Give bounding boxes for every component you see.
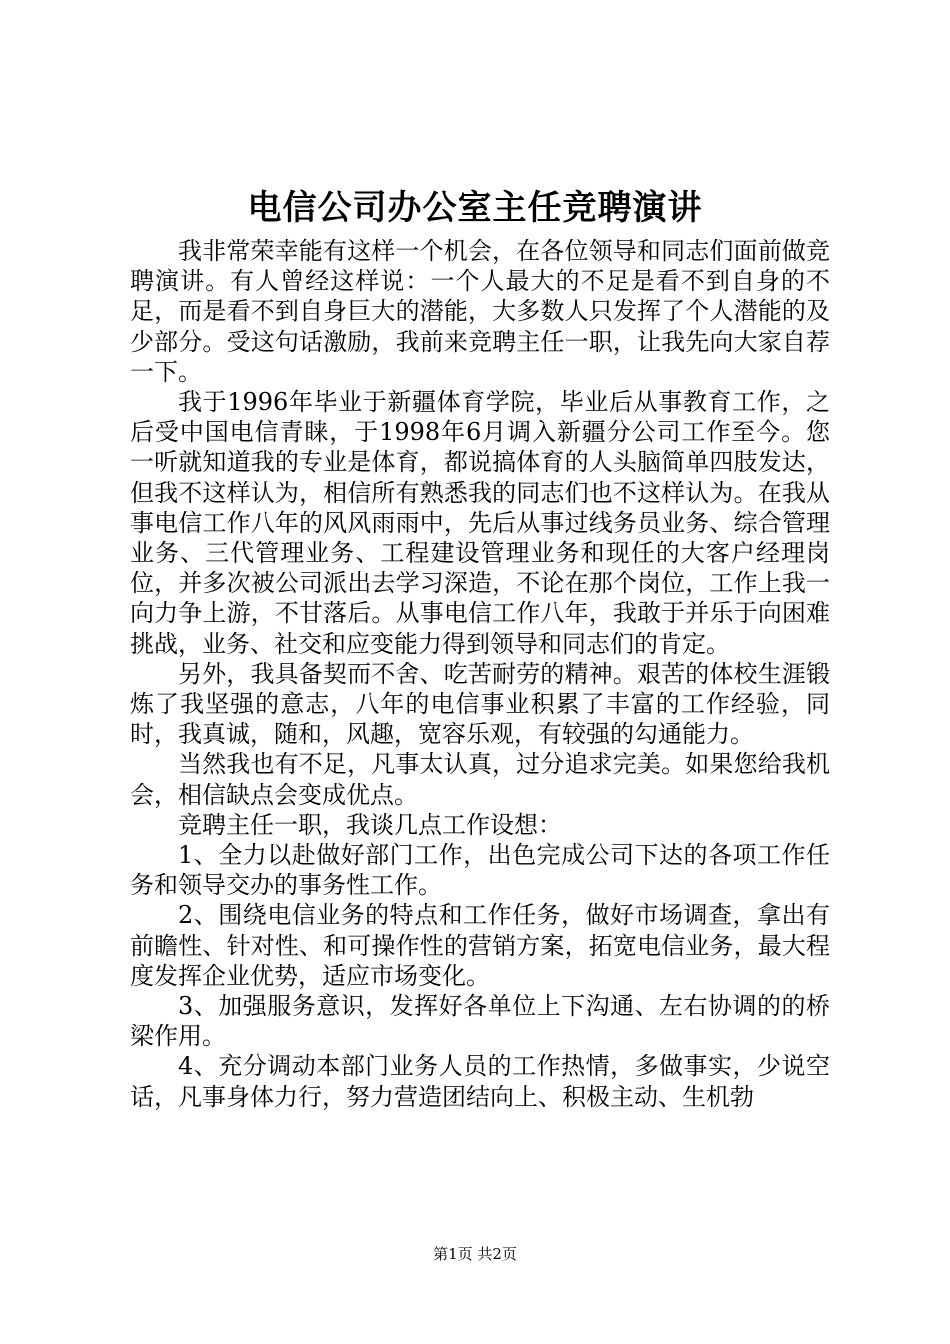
paragraph-intro: 我非常荣幸能有这样一个机会，在各位领导和同志们面前做竞聘演讲。有人曾经这样说：一个人最大的不足是看不到自身的不足，而是看不到自身巨大的潜能，大多数人只发挥了个人潜能的及少部分。受这句话激励，我前来竞聘主任一职，让我先向大家自荐一下。 (130, 237, 830, 386)
document-title: 电信公司办公室主任竞聘演讲 (247, 188, 703, 228)
paragraph-weaknesses: 当然我也有不足，凡事太认真，过分追求完美。如果您给我机会，相信缺点会变成优点。 (130, 750, 830, 809)
paragraph-plan-1: 1、全力以赴做好部门工作，出色完成公司下达的各项工作任务和领导交办的事务性工作。 (130, 841, 830, 900)
paragraph-strengths: 另外，我具备契而不舍、吃苦耐劳的精神。艰苦的体校生涯锻炼了我坚强的意志，八年的电信事业积累了丰富的工作经验，同时，我真诚，随和，风趣，宽容乐观，有较强的勾通能力。 (130, 659, 830, 749)
page-number-footer: 第1页 共2页 (433, 1245, 517, 1263)
paragraph-plan-2: 2、围绕电信业务的特点和工作任务，做好市场调查，拿出有前瞻性、针对性、和可操作性的营销方案，拓宽电信业务，最大程度发挥企业优势，适应市场变化。 (130, 901, 830, 990)
paragraph-plan-3: 3、加强服务意识，发挥好各单位上下沟通、左右协调的的桥梁作用。 (130, 992, 830, 1051)
paragraph-background: 我于1996年毕业于新疆体育学院，毕业后从事教育工作，之后受中国电信青睐，于1998年6月调入新疆分公司工作至今。您一听就知道我的专业是体育，都说搞体育的人头脑简单四肢发达，但我不这样认为，相信所有熟悉我的同志们也不这样认为。在我从事电信工作八年的风风雨雨中，先后从事过线务员业务、综合管理业务、三代管理业务、工程建设管理业务和现任的大客户经理岗位，并多次被公司派出去学习深造，不论在那个岗位，工作上我一向力争上游，不甘落后。从事电信工作八年，我敢于并乐于向困难挑战，业务、社交和应变能力得到领导和同志们的肯定。 (130, 388, 830, 658)
document-body (130, 236, 830, 1112)
paragraph-plan-intro: 竞聘主任一职，我谈几点工作设想： (178, 810, 562, 839)
paragraph-plan-4: 4、充分调动本部门业务人员的工作热情，多做事实，少说空话，凡事身体力行，努力营造团结向上、积极主动、生机勃 (130, 1052, 830, 1111)
